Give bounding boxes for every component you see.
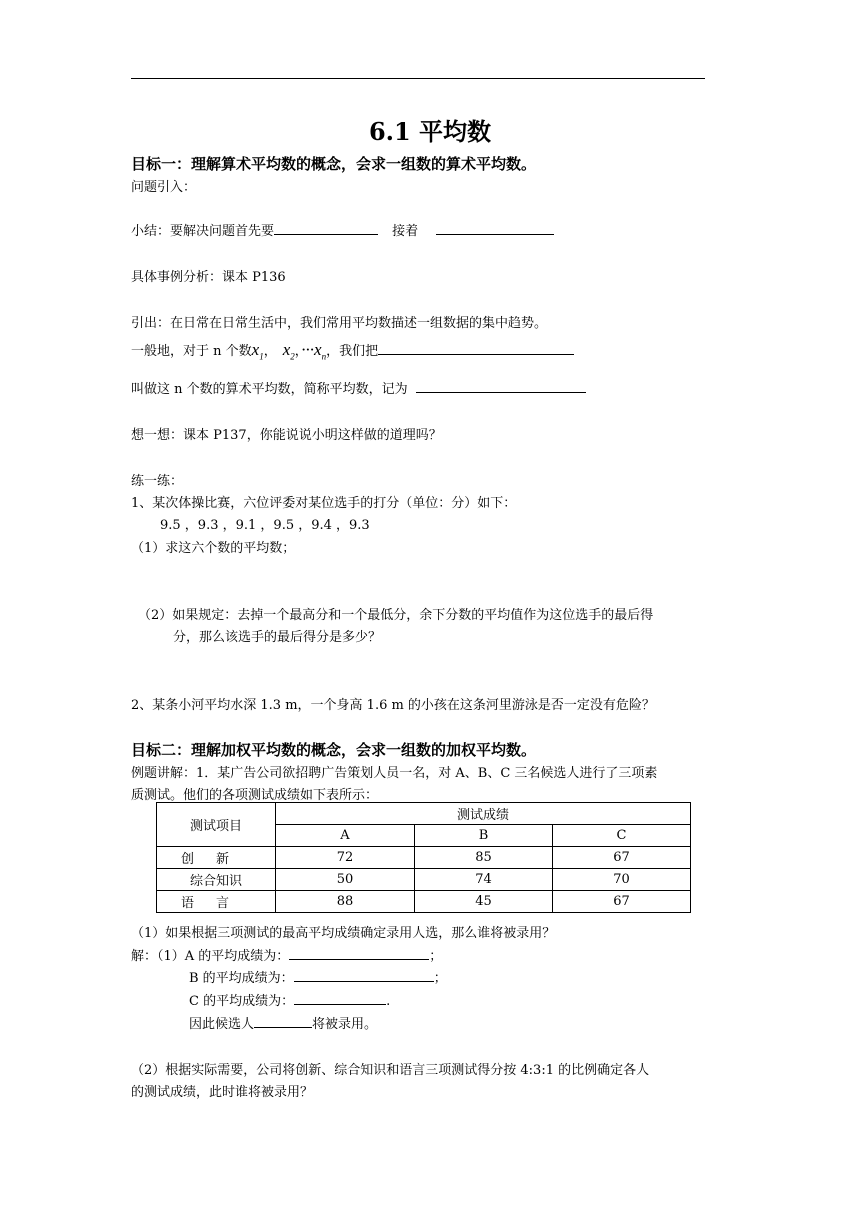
solution-a-text: 解：（1）A 的平均成绩为： (131, 949, 290, 964)
question-2: 2、某条小河平均水深 1.3 m，一个身高 1.6 m 的小孩在这条河里游泳是否一定没有危险？ (131, 698, 655, 713)
example-line: 具体事例分析：课本 P136 (131, 270, 286, 285)
solution-d (189, 1013, 377, 1032)
cell-value: 67 (553, 891, 691, 913)
goal1-heading: 目标一：理解算术平均数的概念，会求一组数的算术平均数。 (131, 155, 537, 173)
cell-value: 67 (553, 847, 691, 869)
table-row (157, 869, 691, 891)
question-1: 1、某次体操比赛，六位评委对某位选手的打分（单位：分）如下： (131, 496, 517, 511)
called-text: 叫做这 n 个数的算术平均数，简称平均数，记为 (131, 382, 408, 397)
cell-value: 70 (553, 869, 691, 891)
called-line (131, 378, 586, 397)
solution-c-blank[interactable] (294, 990, 386, 1005)
part-2-line-1: （2）根据实际需要，公司将创新、综合知识和语言三项测试得分按 4:3:1 的比例确定各人 (131, 1063, 650, 1078)
summary-text-a: 小结：要解决问题首先要 (131, 224, 275, 239)
solution-a: 解：（1）A 的平均成绩为： ； (131, 945, 442, 964)
row-item: 语言 (157, 891, 276, 913)
row-item: 综合知识 (157, 869, 276, 891)
solution-d-text-b: 将被录用。 (312, 1017, 378, 1032)
question-1-part-2-line-1: （2）如果规定：去掉一个最高分和一个最低分，余下分数的平均值作为这位选手的最后得 (138, 608, 654, 623)
think-line: 想一想：课本 P137，你能说说小明这样做的道理吗？ (131, 428, 442, 443)
solution-c: C 的平均成绩为： . (189, 990, 390, 1009)
header-scores: 测试成绩 (276, 803, 691, 825)
cell-value: 50 (276, 869, 415, 891)
general-text-b: ，我们把 (326, 344, 379, 359)
header-candidate-c: C (553, 825, 691, 847)
solution-b: B 的平均成绩为： ； (189, 967, 447, 986)
scores-table (156, 802, 691, 913)
question-1-part-1: （1）求这六个数的平均数； (131, 541, 296, 556)
intro-label: 问题引入： (131, 180, 197, 195)
table-row (157, 891, 691, 913)
notation-blank[interactable] (416, 378, 586, 393)
general-line: 一般地，对于 n 个数$x_1$， $x_2$，$\cdot\cdot\cdot x_n$，我们把 (131, 340, 574, 361)
cell-value: 74 (415, 869, 553, 891)
part-2-line-2: 的测试成绩，此时谁将被录用？ (131, 1085, 314, 1100)
lead-line: 引出：在日常在日常生活中，我们常用平均数描述一组数据的集中趋势。 (131, 316, 548, 331)
cell-value: 85 (415, 847, 553, 869)
part-1-question: （1）如果根据三项测试的最高平均成绩确定录用人选，那么谁将被录用？ (131, 926, 556, 941)
goal2-heading: 目标二：理解加权平均数的概念，会求一组数的加权平均数。 (131, 741, 537, 759)
summary-line (131, 220, 554, 239)
solution-d-blank[interactable] (254, 1013, 312, 1028)
cell-value: 72 (276, 847, 415, 869)
solution-b-text: B 的平均成绩为： (189, 971, 294, 986)
solution-c-text: C 的平均成绩为： (189, 994, 295, 1009)
question-1-part-2-line-2: 分，那么该选手的最后得分是多少？ (173, 630, 382, 645)
general-text-a: 一般地，对于 n 个数 (131, 344, 252, 359)
row-item: 创新 (157, 847, 276, 869)
summary-text-b: 接着 (392, 224, 419, 239)
math-x1: $x_1$ (251, 340, 264, 362)
question-1-scores: 9.5 ，9.3 ，9.1 ，9.5 ，9.4 ，9.3 (160, 518, 370, 533)
example-line-1: 例题讲解：1．某广告公司欲招聘广告策划人员一名，对 A、B、C 三名候选人进行了三项素 (131, 766, 658, 781)
header-rule (131, 78, 705, 79)
solution-b-blank[interactable] (294, 967, 434, 982)
practice-label: 练一练： (131, 474, 184, 489)
summary-blank-1[interactable] (274, 220, 378, 235)
math-xn: $\cdot\cdot\cdot x_n$ (301, 340, 327, 362)
definition-blank[interactable] (378, 340, 574, 355)
cell-value: 45 (415, 891, 553, 913)
table-header-row (157, 803, 691, 825)
header-candidate-a: A (276, 825, 415, 847)
example-line-2: 质测试。他们的各项测试成绩如下表所示： (131, 788, 379, 803)
cell-value: 88 (276, 891, 415, 913)
solution-a-blank[interactable] (289, 945, 429, 960)
solution-d-text-a: 因此候选人 (189, 1017, 255, 1032)
header-item: 测试项目 (157, 803, 276, 847)
math-x2: $x_2$ (282, 340, 295, 362)
header-candidate-b: B (415, 825, 553, 847)
table-row (157, 847, 691, 869)
summary-blank-2[interactable] (436, 220, 554, 235)
page-title: 6.1 平均数 (368, 117, 492, 146)
